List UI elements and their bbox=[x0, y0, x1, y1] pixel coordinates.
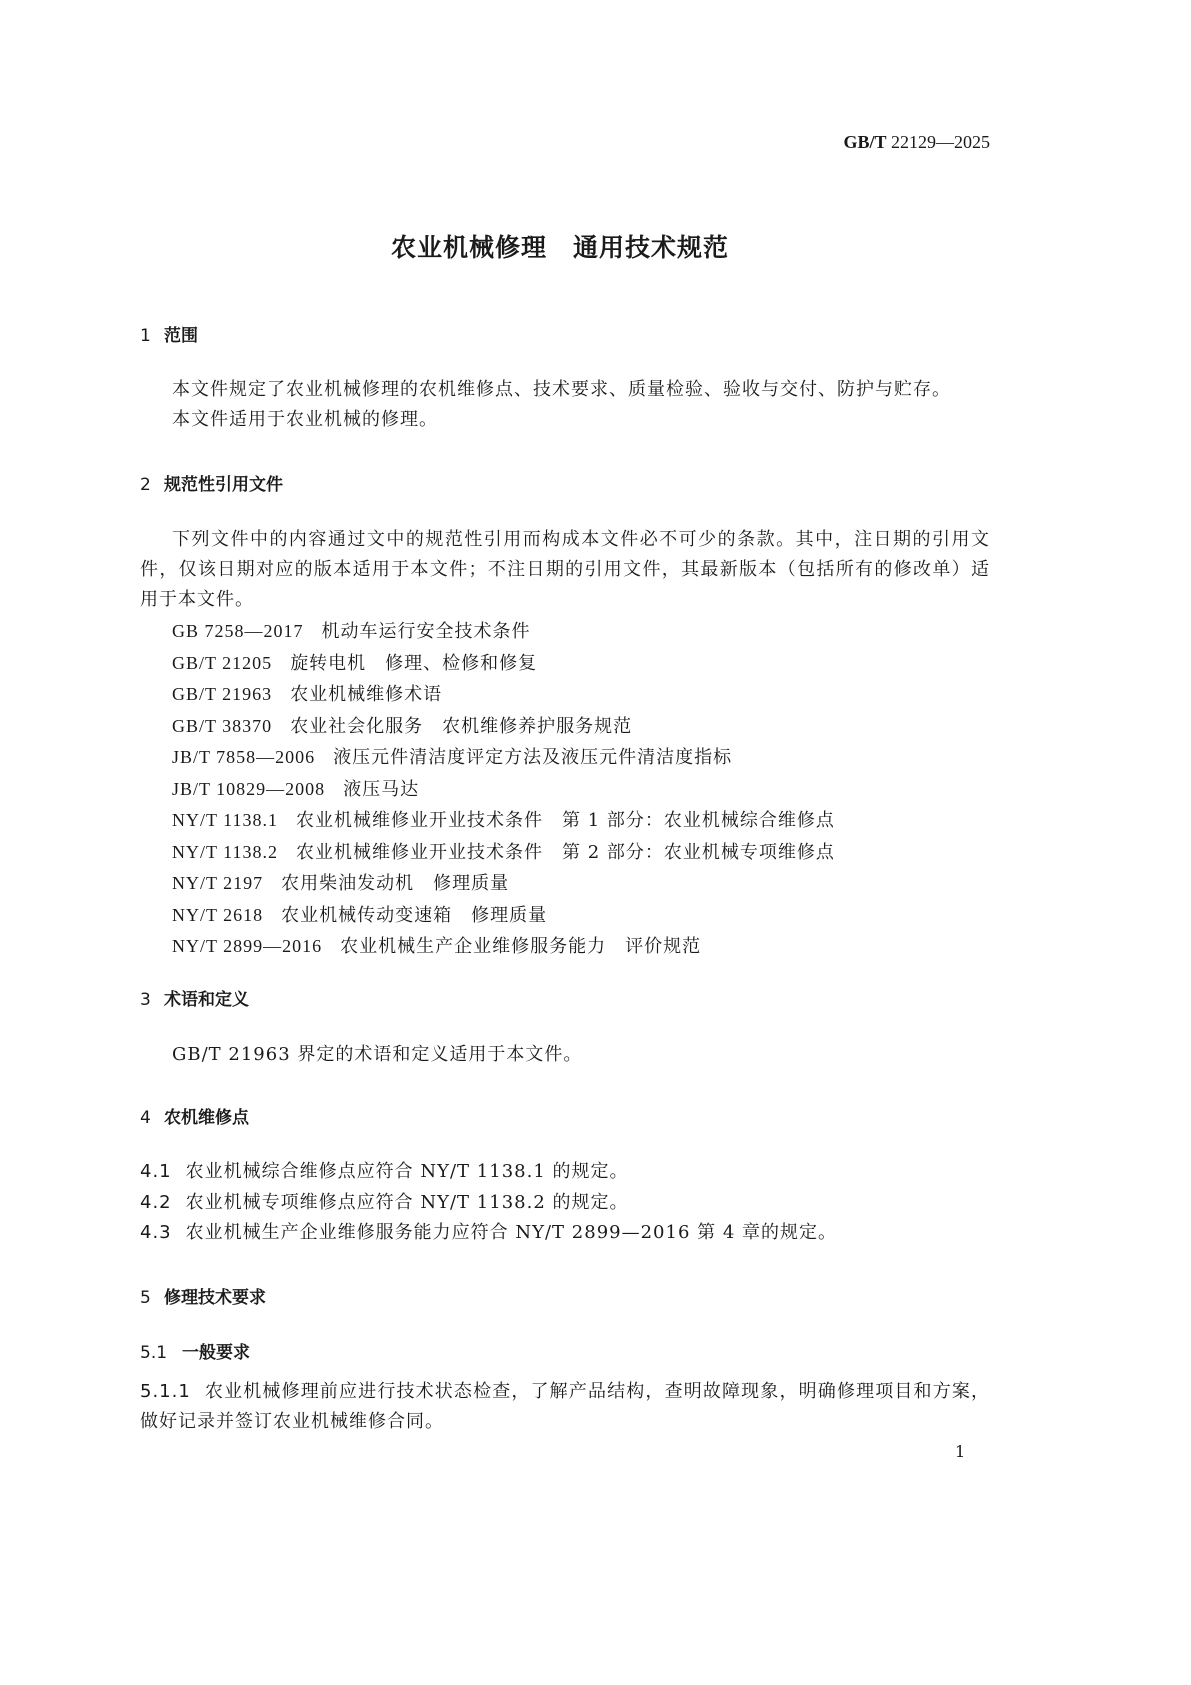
reference-item bbox=[172, 679, 835, 711]
paragraph: GB/T 21963 界定的术语和定义适用于本文件。 bbox=[172, 1044, 583, 1065]
subsection-title: 一般要求 bbox=[182, 1343, 250, 1363]
section-title: 修理技术要求 bbox=[164, 1288, 266, 1308]
ref-title: 农业机械维修术语 bbox=[290, 684, 443, 705]
clause-number: 4.3 bbox=[140, 1222, 172, 1243]
ref-code: NY/T 2618 bbox=[172, 904, 264, 925]
ref-code: NY/T 2197 bbox=[172, 873, 264, 893]
document-title: 农业机械修理 通用技术规范 bbox=[390, 233, 729, 262]
ref-title: 农用柴油发动机 修理质量 bbox=[281, 873, 510, 894]
clause bbox=[140, 1218, 990, 1248]
section-heading-5 bbox=[140, 1283, 266, 1308]
reference-list bbox=[172, 616, 835, 963]
ref-title: 机动车运行安全技术条件 bbox=[321, 621, 531, 642]
reference-item bbox=[172, 805, 835, 837]
reference-item bbox=[172, 900, 835, 932]
reference-item bbox=[172, 837, 835, 869]
paragraph: 本文件规定了农业机械修理的农机维修点、技术要求、质量检验、验收与交付、防护与贮存。 bbox=[172, 379, 951, 400]
clause bbox=[140, 1188, 990, 1218]
clause bbox=[140, 1157, 990, 1187]
section-title: 术语和定义 bbox=[164, 990, 249, 1010]
reference-item bbox=[172, 774, 835, 806]
paragraph: 本文件适用于农业机械的修理。 bbox=[172, 409, 438, 430]
ref-title: 农业机械维修业开业技术条件 第 1 部分：农业机械综合维修点 bbox=[296, 810, 835, 831]
ref-title: 农业机械生产企业维修服务能力 评价规范 bbox=[340, 936, 702, 957]
section-title: 规范性引用文件 bbox=[164, 475, 283, 495]
reference-item bbox=[172, 742, 835, 774]
page-number: 1 bbox=[955, 1442, 966, 1461]
ref-code: GB/T 38370 bbox=[172, 715, 273, 736]
clause-number: 5.1.1 bbox=[140, 1381, 191, 1402]
section-number: 2 bbox=[140, 475, 151, 495]
clause-text: 农业机械生产企业维修服务能力应符合 NY/T 2899—2016 第 4 章的规定。 bbox=[185, 1222, 838, 1243]
ref-code: NY/T 2899—2016 bbox=[172, 936, 323, 956]
ref-title: 液压元件清洁度评定方法及液压元件清洁度指标 bbox=[333, 747, 733, 768]
clause-text: 农业机械综合维修点应符合 NY/T 1138.1 的规定。 bbox=[185, 1161, 629, 1182]
clause-text: 农业机械修理前应进行技术状态检查，了解产品结构，查明故障现象，明确修理项目和方案，做好记录并签订农业机械维修合同。 bbox=[140, 1381, 990, 1432]
paragraph: 下列文件中的内容通过文中的规范性引用而构成本文件必不可少的条款。其中，注日期的引用文件，仅该日期对应的版本适用于本文件；不注日期的引用文件，其最新版本（包括所有的修改单）适用于本文件。 bbox=[140, 529, 990, 610]
reference-item bbox=[172, 931, 835, 963]
ref-code: JB/T 7858—2006 bbox=[172, 747, 316, 767]
reference-item bbox=[172, 868, 835, 900]
clause-number: 4.2 bbox=[140, 1192, 172, 1213]
document-code bbox=[843, 132, 990, 153]
reference-item bbox=[172, 648, 835, 680]
ref-title: 农业机械传动变速箱 修理质量 bbox=[281, 904, 548, 926]
section-number: 4 bbox=[140, 1108, 151, 1128]
doc-code-prefix: GB/T bbox=[843, 132, 887, 152]
section-heading-1 bbox=[140, 321, 198, 346]
section-number: 3 bbox=[140, 990, 151, 1010]
section-number: 1 bbox=[140, 326, 151, 346]
subsection-heading-5-1 bbox=[140, 1338, 250, 1363]
section-heading-4 bbox=[140, 1103, 249, 1128]
ref-title: 旋转电机 修理、检修和修复 bbox=[290, 652, 538, 674]
reference-item bbox=[172, 711, 835, 743]
reference-item bbox=[172, 616, 835, 648]
ref-code: GB/T 21963 bbox=[172, 684, 273, 704]
section-heading-3 bbox=[140, 985, 249, 1010]
ref-code: JB/T 10829—2008 bbox=[172, 778, 326, 799]
section-heading-2 bbox=[140, 470, 283, 495]
doc-code-number: 22129—2025 bbox=[891, 132, 990, 152]
clause bbox=[140, 1377, 990, 1437]
section-title: 农机维修点 bbox=[164, 1108, 249, 1128]
ref-title: 液压马达 bbox=[343, 778, 420, 800]
clause-text: 农业机械专项维修点应符合 NY/T 1138.2 的规定。 bbox=[185, 1192, 629, 1213]
ref-code: NY/T 1138.1 bbox=[172, 810, 279, 830]
ref-title: 农业机械维修业开业技术条件 第 2 部分：农业机械专项维修点 bbox=[296, 841, 835, 863]
ref-title: 农业社会化服务 农机维修养护服务规范 bbox=[290, 715, 633, 737]
section-number: 5 bbox=[140, 1288, 151, 1308]
section-title: 范围 bbox=[164, 326, 198, 346]
ref-code: GB/T 21205 bbox=[172, 652, 273, 673]
subsection-number: 5.1 bbox=[140, 1343, 168, 1363]
ref-code: GB 7258—2017 bbox=[172, 621, 304, 641]
ref-code: NY/T 1138.2 bbox=[172, 841, 279, 862]
clause-number: 4.1 bbox=[140, 1161, 172, 1182]
